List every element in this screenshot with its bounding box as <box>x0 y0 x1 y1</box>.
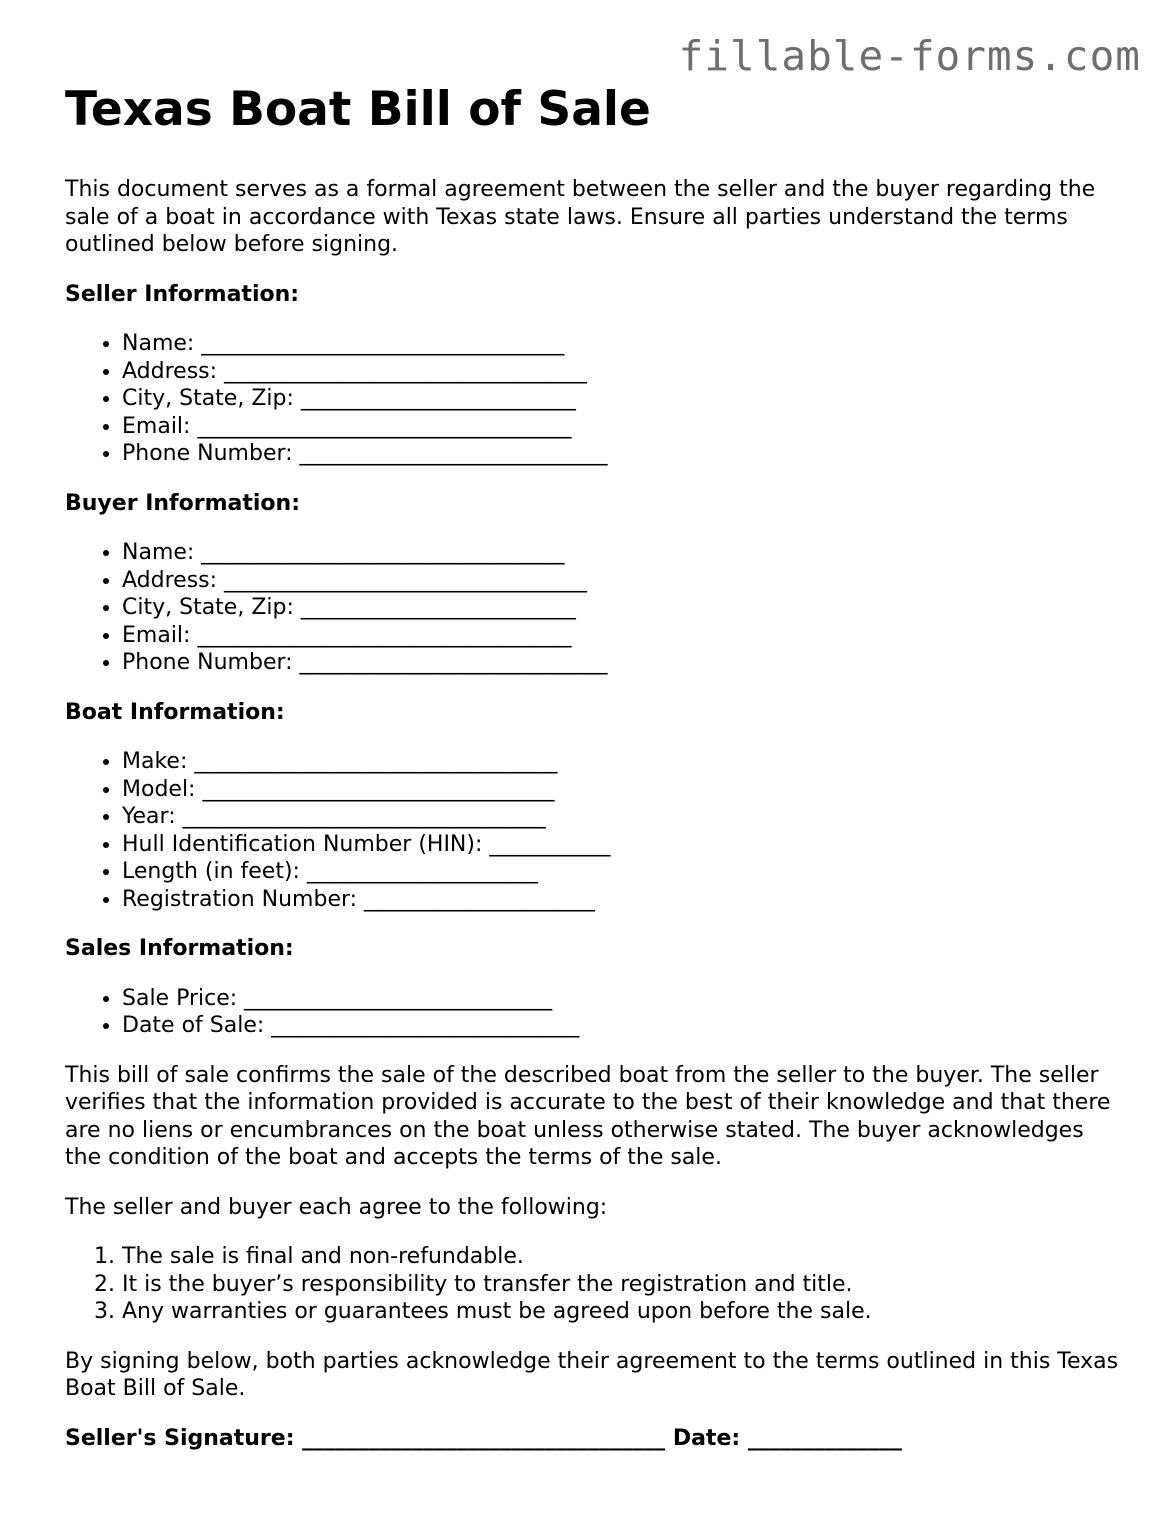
seller-phone-field[interactable]: • Phone Number: ____________________________ <box>122 440 1125 468</box>
buyer-phone-field[interactable]: • Phone Number: ____________________________ <box>122 649 1125 677</box>
seller-name-field[interactable]: • Name: _________________________________ <box>122 330 1125 358</box>
boat-heading: Boat Information: <box>65 699 285 725</box>
document-page <box>65 82 1125 1452</box>
buyer-heading: Buyer Information: <box>65 490 300 516</box>
seller-city-state-zip-field[interactable]: • City, State, Zip: _________________________ <box>122 385 1125 413</box>
buyer-city-state-zip-field[interactable]: • City, State, Zip: _________________________ <box>122 594 1125 622</box>
boat-model-field[interactable]: • Model: ________________________________ <box>122 776 1125 804</box>
boat-hin-field[interactable]: • Hull Identification Number (HIN): ___________ <box>122 831 1125 859</box>
sale-price-field[interactable]: • Sale Price: ____________________________ <box>122 985 1125 1013</box>
intro-paragraph: This document serves as a formal agreement between the seller and the buyer regarding the sale of a boat in accordance with Texas state laws. Ensure all parties understand the terms outlined below before signing. <box>65 177 1096 258</box>
confirmation-paragraph: This bill of sale confirms the sale of the described boat from the seller to the buyer. The seller verifies that the information provided is accurate to the best of their knowledge and that there are no liens or encumbrances on the boat unless otherwise stated. The buyer acknowledges the condition of the boat and accepts the terms of the sale. <box>65 1062 1111 1171</box>
closing-paragraph: By signing below, both parties acknowledge their agreement to the terms outlined in this Texas Boat Bill of Sale. <box>65 1348 1119 1402</box>
buyer-field-list <box>65 539 1125 677</box>
buyer-email-field[interactable]: • Email: __________________________________ <box>122 622 1125 650</box>
seller-signature-line[interactable]: Seller's Signature: _________________________________ Date: ______________ <box>65 1425 902 1451</box>
agreement-intro: The seller and buyer each agree to the following: <box>65 1194 608 1220</box>
seller-field-list <box>65 330 1125 468</box>
term-item: 2. It is the buyer’s responsibility to transfer the registration and title. <box>122 1271 1125 1299</box>
page-title: Texas Boat Bill of Sale <box>65 82 651 137</box>
term-item: 1. The sale is final and non-refundable. <box>122 1243 1125 1271</box>
boat-length-field[interactable]: • Length (in feet): _____________________ <box>122 858 1125 886</box>
boat-year-field[interactable]: • Year: _________________________________ <box>122 803 1125 831</box>
terms-list <box>65 1243 1125 1326</box>
sales-field-list <box>65 985 1125 1040</box>
boat-field-list <box>65 748 1125 913</box>
sale-date-field[interactable]: • Date of Sale: ____________________________ <box>122 1012 1125 1040</box>
seller-email-field[interactable]: • Email: __________________________________ <box>122 413 1125 441</box>
watermark: fillable-forms.com <box>678 32 1141 80</box>
seller-heading: Seller Information: <box>65 281 300 307</box>
seller-address-field[interactable]: • Address: _________________________________ <box>122 358 1125 386</box>
buyer-name-field[interactable]: • Name: _________________________________ <box>122 539 1125 567</box>
sales-heading: Sales Information: <box>65 936 294 962</box>
boat-registration-field[interactable]: • Registration Number: _____________________ <box>122 886 1125 914</box>
term-item: 3. Any warranties or guarantees must be agreed upon before the sale. <box>122 1298 1125 1326</box>
boat-make-field[interactable]: • Make: _________________________________ <box>122 748 1125 776</box>
buyer-address-field[interactable]: • Address: _________________________________ <box>122 567 1125 595</box>
